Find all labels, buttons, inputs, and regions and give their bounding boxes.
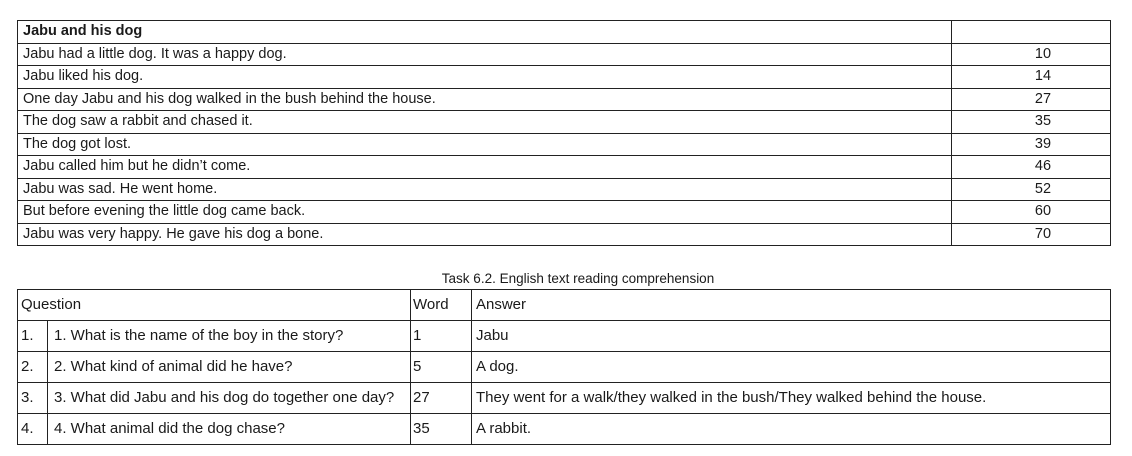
row-number: 3. bbox=[18, 383, 48, 414]
answer-text: They went for a walk/they walked in the bush/They walked behind the house. bbox=[472, 383, 1111, 414]
word-count: 14 bbox=[952, 66, 1111, 89]
word-reference: 5 bbox=[411, 352, 472, 383]
word-reference: 27 bbox=[411, 383, 472, 414]
word-count: 27 bbox=[952, 88, 1111, 111]
qa-row bbox=[18, 383, 1111, 414]
story-row bbox=[18, 111, 1111, 134]
story-row bbox=[18, 178, 1111, 201]
story-sentence: Jabu called him but he didn’t come. bbox=[18, 156, 952, 179]
answer-header: Answer bbox=[472, 290, 1111, 321]
qa-row bbox=[18, 352, 1111, 383]
story-title: Jabu and his dog bbox=[18, 21, 952, 44]
row-number: 2. bbox=[18, 352, 48, 383]
story-row bbox=[18, 66, 1111, 89]
word-count: 60 bbox=[952, 201, 1111, 224]
story-sentence: The dog saw a rabbit and chased it. bbox=[18, 111, 952, 134]
story-sentence: One day Jabu and his dog walked in the bush behind the house. bbox=[18, 88, 952, 111]
word-count: 70 bbox=[952, 223, 1111, 246]
story-row bbox=[18, 43, 1111, 66]
qa-header-row bbox=[18, 290, 1111, 321]
row-number: 1. bbox=[18, 321, 48, 352]
row-number: 4. bbox=[18, 414, 48, 445]
answer-text: A dog. bbox=[472, 352, 1111, 383]
word-count: 52 bbox=[952, 178, 1111, 201]
qa-row bbox=[18, 414, 1111, 445]
question-text: 2. What kind of animal did he have? bbox=[48, 352, 411, 383]
question-text: 3. What did Jabu and his dog do together one day? bbox=[48, 383, 411, 414]
word-count: 10 bbox=[952, 43, 1111, 66]
question-text: 4. What animal did the dog chase? bbox=[48, 414, 411, 445]
story-title-count bbox=[952, 21, 1111, 44]
story-title-row bbox=[18, 21, 1111, 44]
qa-table bbox=[17, 289, 1111, 445]
question-text: 1. What is the name of the boy in the story? bbox=[48, 321, 411, 352]
story-table bbox=[17, 20, 1111, 246]
story-row bbox=[18, 156, 1111, 179]
story-row bbox=[18, 201, 1111, 224]
story-sentence: Jabu was sad. He went home. bbox=[18, 178, 952, 201]
table-caption: Task 6.2. English text reading comprehension bbox=[441, 271, 715, 286]
story-sentence: The dog got lost. bbox=[18, 133, 952, 156]
answer-text: Jabu bbox=[472, 321, 1111, 352]
story-sentence: Jabu had a little dog. It was a happy dog. bbox=[18, 43, 952, 66]
story-sentence: Jabu was very happy. He gave his dog a bone. bbox=[18, 223, 952, 246]
word-count: 35 bbox=[952, 111, 1111, 134]
word-header: Word bbox=[411, 290, 472, 321]
story-sentence: Jabu liked his dog. bbox=[18, 66, 952, 89]
word-reference: 35 bbox=[411, 414, 472, 445]
story-sentence: But before evening the little dog came back. bbox=[18, 201, 952, 224]
word-count: 39 bbox=[952, 133, 1111, 156]
story-row bbox=[18, 88, 1111, 111]
word-count: 46 bbox=[952, 156, 1111, 179]
qa-row bbox=[18, 321, 1111, 352]
story-row bbox=[18, 223, 1111, 246]
word-reference: 1 bbox=[411, 321, 472, 352]
question-header: Question bbox=[18, 290, 411, 321]
answer-text: A rabbit. bbox=[472, 414, 1111, 445]
story-row bbox=[18, 133, 1111, 156]
